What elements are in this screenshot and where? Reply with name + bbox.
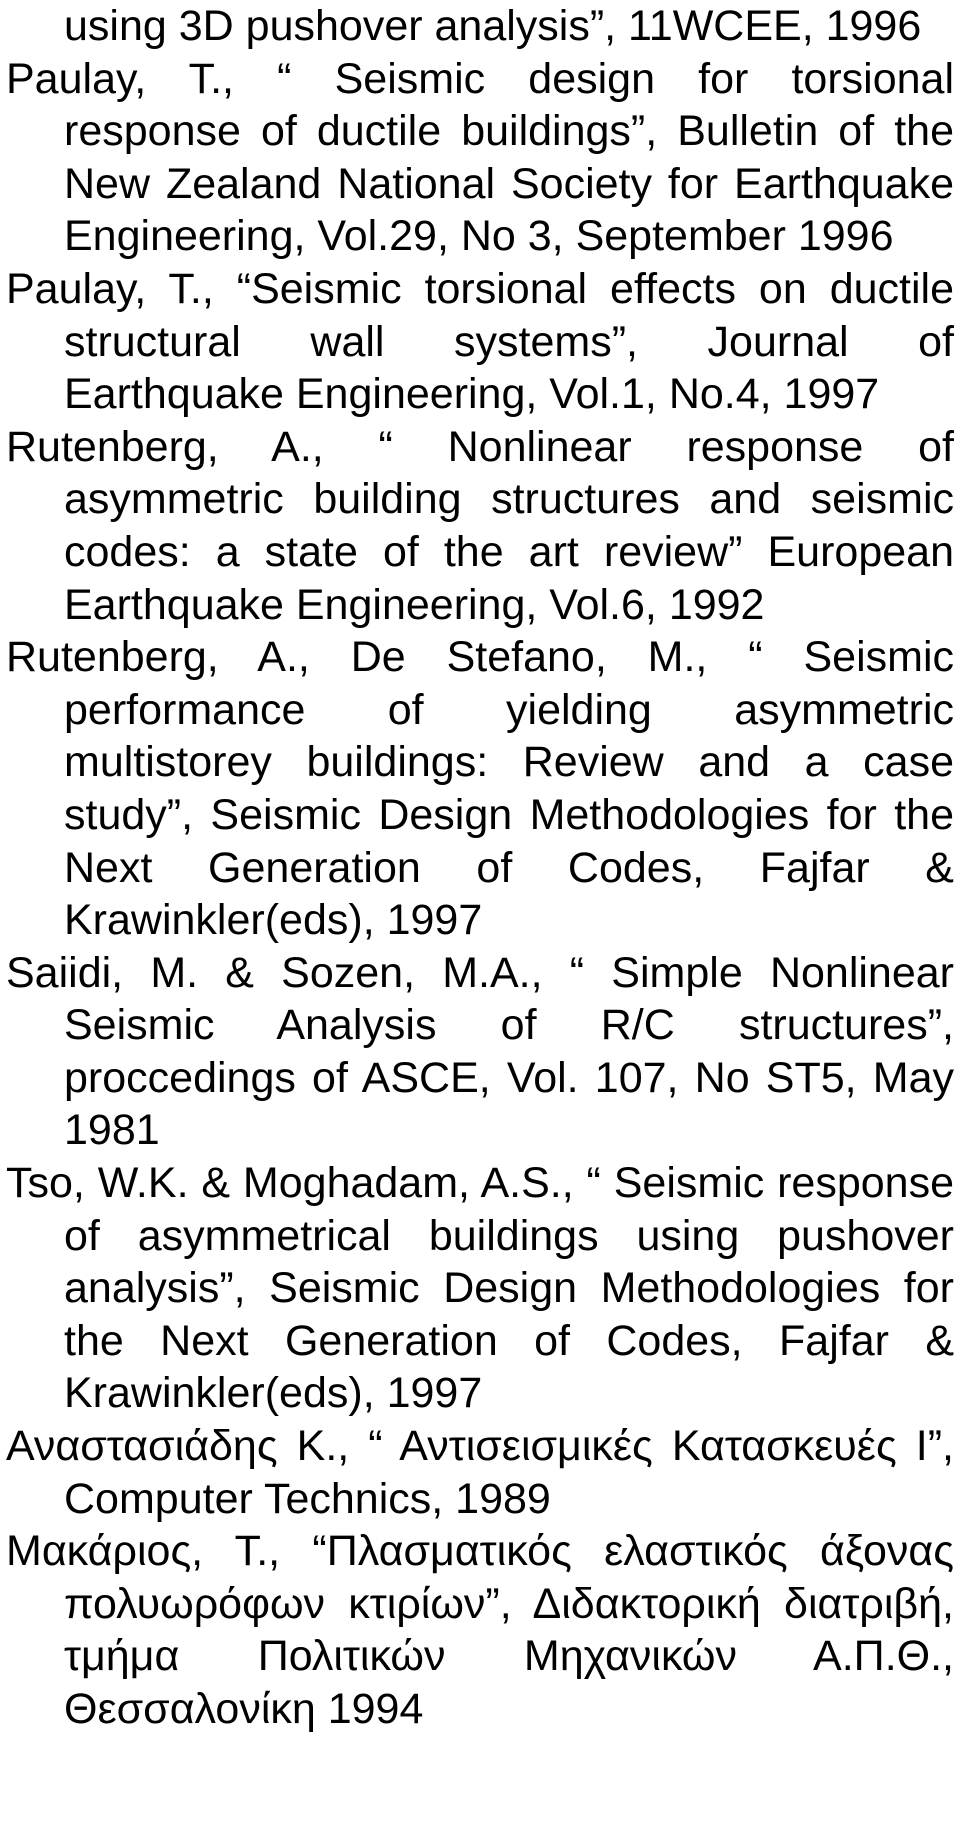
reference-entry: Tso, W.K. & Moghadam, A.S., “ Seismic response of asymmetrical buildings using pushover analysis”, Seismic Design Methodologies for the Next Generation of Codes, Fajfar & Krawinkler(eds), 1997 <box>6 1159 954 1418</box>
reference-entry: Αναστασιάδης Κ., “ Αντισεισμικές Κατασκευές Ι”, Computer Technics, 1989 <box>6 1422 954 1523</box>
reference-entry: Rutenberg, A., “ Nonlinear response of asymmetric building structures and seismic codes: a state of the art review” European Earthquake Engineering, Vol.6, 1992 <box>6 422 954 629</box>
reference-entry: Μακάριος, Τ., “Πλασματικός ελαστικός άξονας πολυωρόφων κτιρίων”, Διδακτορική διατριβή, τμήμα Πολιτικών Μηχανικών Α.Π.Θ., Θεσσαλονίκη 1994 <box>6 1527 954 1733</box>
reference-entry: Paulay, T., “Seismic torsional effects on ductile structural wall systems”, Journal of Earthquake Engineering, Vol.1, No.4, 1997 <box>6 264 954 419</box>
reference-entry-continued: using 3D pushover analysis”, 11WCEE, 1996 <box>64 2 922 50</box>
reference-entry: Paulay, T., “ Seismic design for torsional response of ductile buildings”, Bulletin of the New Zealand National Society for Earthquake Engineering, Vol.29, No 3, September 1996 <box>6 54 954 261</box>
reference-entry: Saiidi, M. & Sozen, M.A., “ Simple Nonlinear Seismic Analysis of R/C structures”, proccedings of ASCE, Vol. 107, No ST5, May 1981 <box>6 948 954 1155</box>
reference-entry: Rutenberg, A., De Stefano, M., “ Seismic performance of yielding asymmetric multistorey buildings: Review and a case study”, Seismic Design Methodologies for the Next Generation of Codes, Fajfar & Krawinkler(eds), 1997 <box>6 633 954 945</box>
reference-list <box>6 0 954 1736</box>
